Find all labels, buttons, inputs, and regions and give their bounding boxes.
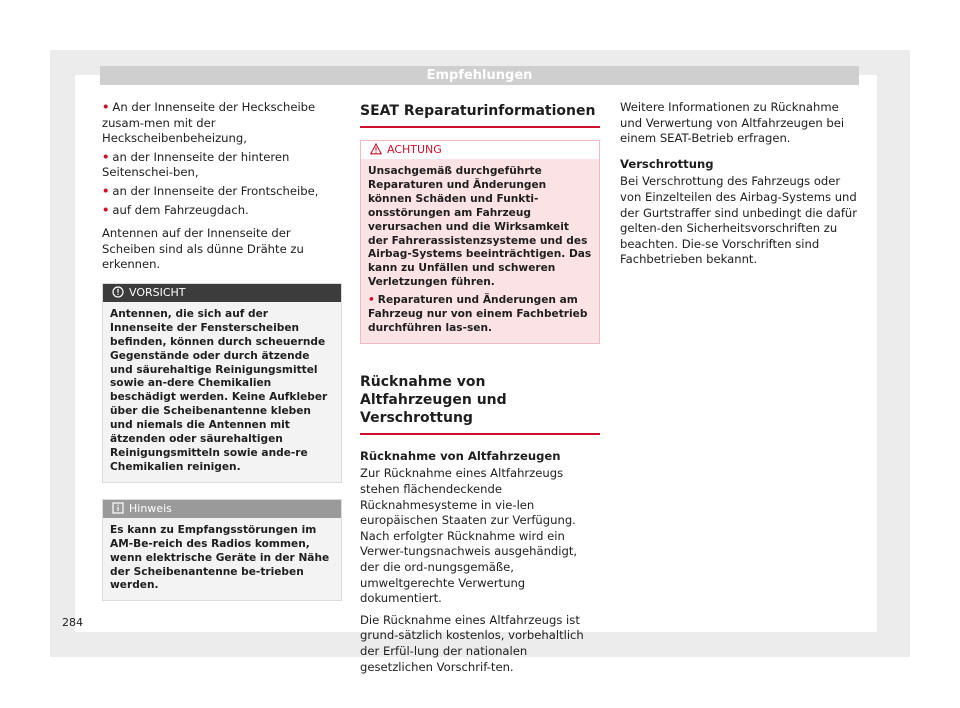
subhead-ruecknahme: Rücknahme von Altfahrzeugen	[360, 448, 561, 463]
section-title-ruecknahme: Rücknahme von Altfahrzeugen und Verschrottung	[360, 371, 600, 435]
column-left	[102, 100, 342, 601]
info-paragraph: Weitere Informationen zu Rücknahme und Verwertung von Altfahrzeugen bei einem SEAT-Betrieb erfragen.	[620, 100, 845, 146]
column-right	[620, 100, 860, 274]
hinweis-label: Hinweis	[129, 501, 172, 515]
vorsicht-label: VORSICHT	[129, 285, 186, 299]
verschrottung-paragraph: Bei Verschrottung des Fahrzeugs oder von Einzelteilen des Airbag-Systems und der Gurtstraffer sind unbedingt die dafür gelten-den Sicherheitsvorschriften zu beachten. Die-se Vorschriften sind Fachbetrieben bekannt.	[620, 174, 858, 267]
achtung-box	[360, 140, 600, 344]
antenna-paragraph: Antennen auf der Innenseite der Scheiben sind als dünne Drähte zu erkennen.	[102, 226, 304, 272]
achtung-label: ACHTUNG	[387, 143, 442, 156]
antenna-location-list	[102, 100, 342, 218]
page-header: Empfehlungen	[100, 66, 859, 85]
exclamation-circle-icon	[112, 286, 124, 298]
vorsicht-header	[103, 284, 341, 302]
list-item: • an der Innenseite der Frontscheibe,	[102, 183, 319, 198]
warning-triangle-icon	[370, 143, 382, 155]
list-item: • auf dem Fahrzeugdach.	[102, 202, 249, 217]
vorsicht-text: Antennen, die sich auf der Innenseite der Fensterscheiben befinden, können durch scheuernde Gegenstände oder durch ätzende und säurehaltige Reinigungsmittel sowie an-dere Chemikalien beschädigt werden. Keine Aufkleber über die Scheibenantenne kleben und niemals die Antennen mit ätzenden oder säurehaltigen Reinigungsmitteln sowie ande-re Chemikalien reinigen.	[110, 307, 328, 473]
column-middle	[360, 100, 600, 681]
ruecknahme-paragraph-1: Zur Rücknahme eines Altfahrzeugs stehen flächendeckende Rücknahmesysteme in vie-len europäischen Staaten zur Verfügung. Nach erfolgter Rücknahme wird ein Verwer-tungsnachweis ausgehändigt, der die ord-nungsgemäße, umweltgerechte Verwertung dokumentiert.	[360, 466, 578, 606]
hinweis-text: Es kann zu Empfangsstörungen im AM-Be-reich des Radios kommen, wenn elektrische Geräte in der Nähe der Scheibenantenne be-trieben werden.	[110, 523, 330, 592]
achtung-header	[361, 141, 599, 159]
page-number: 284	[62, 616, 83, 629]
vorsicht-box	[102, 283, 342, 483]
hinweis-box	[102, 499, 342, 602]
achtung-body	[361, 159, 599, 343]
ruecknahme-paragraph-2: Die Rücknahme eines Altfahrzeugs ist grund-sätzlich kostenlos, vorbehaltlich der Erfül-lung der nationalen gesetzlichen Vorschrif-ten.	[360, 612, 584, 674]
subhead-verschrottung: Verschrottung	[620, 156, 714, 171]
list-item: • An der Innenseite der Heckscheibe zusam-men mit der Heckscheibenbeheizung,	[102, 100, 316, 146]
achtung-text: Unsachgemäß durchgeführte Reparaturen und Änderungen können Schäden und Funkti-onsstörungen am Fahrzeug verursachen und die Wirksamkeit der Fahrerassistenzsysteme und des Airbag-Systems beeinträchtigen. Das kann zu Unfällen und schweren Verletzungen führen.	[368, 165, 592, 289]
list-item: • an der Innenseite der hinteren Seitenschei-ben,	[102, 149, 290, 180]
info-icon	[112, 502, 124, 514]
hinweis-header	[103, 500, 341, 518]
section-title-reparatur: SEAT Reparaturinformationen	[360, 100, 600, 128]
achtung-bullet: • Reparaturen und Änderungen am Fahrzeug nur von einem Fachbetrieb durchführen las-sen.	[368, 294, 588, 334]
